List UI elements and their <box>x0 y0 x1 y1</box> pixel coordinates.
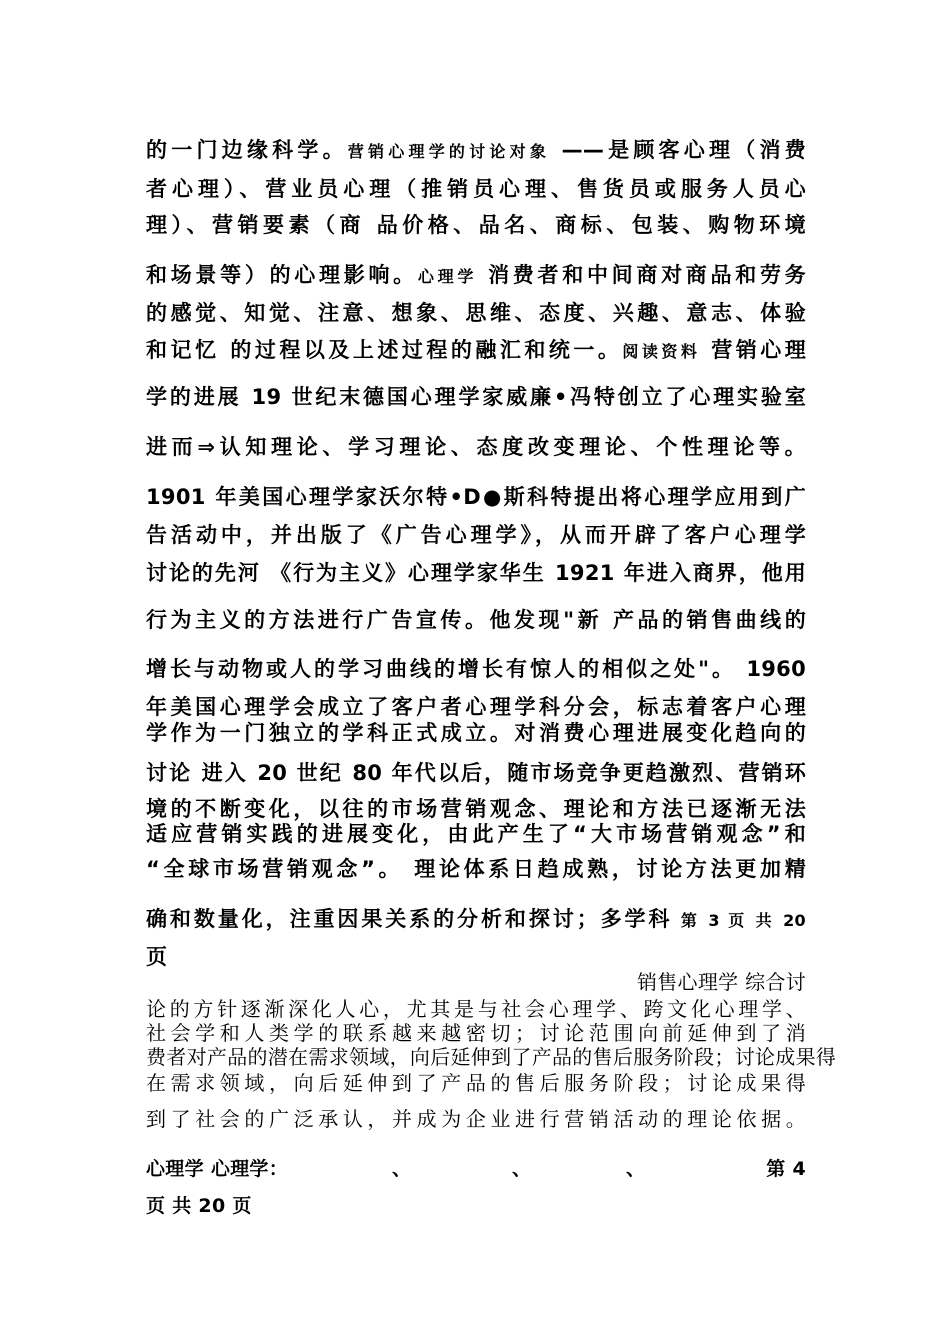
text-line: 的感觉、知觉、注意、想象、思维、态度、兴趣、意志、体验 <box>146 301 806 325</box>
footer-label: 心理学 心理学： <box>146 1158 289 1180</box>
text-line: 讨论的先河 《行为主义》心理学家华生 1921 年进入商界，他用 <box>146 561 806 585</box>
text-line: 境的不断变化，以往的市场营销观念、理论和方法已逐渐无法 <box>146 797 806 821</box>
text-line: 到了社会的广泛承认，并成为企业进行营销活动的理论依据。 <box>146 1107 806 1131</box>
section-header-text: 销售心理学 综合讨 <box>636 970 806 994</box>
text-line: 的一门边缘科学。营销心理学的讨论对象 ——是顾客心理（消费 <box>146 138 806 162</box>
footer-mark: 、 <box>512 1158 532 1180</box>
footer-mark: 、 <box>626 1158 646 1180</box>
text-line: 告活动中，并出版了《广告心理学》，从而开辟了客户心理学 <box>146 523 806 547</box>
text-line: 进而⇒认知理论、学习理论、态度改变理论、个性理论等。 <box>146 435 806 459</box>
text-line: 理）、营销要素（商 品价格、品名、商标、包装、购物环境 <box>146 213 806 237</box>
page-number: 第 4 <box>766 1158 806 1180</box>
text-line: 和场景等）的心理影响。心理学 消费者和中间商对商品和劳务 <box>146 263 806 287</box>
text-line: 和记忆 的过程以及上述过程的融汇和统一。阅读资料 营销心理 <box>146 338 807 362</box>
text-line: 费者对产品的潜在需求领域，向后延伸到了产品的售后服务阶段；讨论成果得 <box>146 1045 837 1069</box>
text-line: 学作为一门独立的学科正式成立。对消费心理进展变化趋向的 <box>146 721 806 745</box>
text-line: 社会学和人类学的联系越来越密切；讨论范围向前延伸到了消 <box>146 1021 806 1045</box>
footer-mark: 、 <box>392 1158 412 1180</box>
text-line: 者心理）、营业员心理（推销员心理、售货员或服务人员心 <box>146 177 806 201</box>
page-number-fragment: 页 <box>146 945 168 969</box>
text-line: 讨论 进入 20 世纪 80 年代以后，随市场竞争更趋激烈、营销环 <box>146 761 806 785</box>
text-line: 年美国心理学会成立了客户者心理学科分会，标志着客户心理 <box>146 695 806 719</box>
text-line: 论的方针逐渐深化人心，尤其是与社会心理学、跨文化心理学、 <box>146 997 806 1021</box>
text-line: 1901 年美国心理学家沃尔特•D●斯科特提出将心理学应用到广 <box>146 485 806 509</box>
text-line: 确和数量化，注重因果关系的分析和探讨；多学科 第 3 页 共 20 <box>146 907 806 931</box>
text-line: 适应营销实践的进展变化，由此产生了“大市场营销观念”和 <box>146 822 806 846</box>
page-number: 页 共 20 页 <box>146 1195 252 1217</box>
text-line: 学的进展 19 世纪末德国心理学家威廉•冯特创立了心理实验室 <box>146 385 806 409</box>
text-line: “全球市场营销观念”。 理论体系日趋成熟，讨论方法更加精 <box>146 857 806 881</box>
text-line: 行为主义的方法进行广告宣传。他发现"新 产品的销售曲线的 <box>146 608 806 632</box>
text-line: 在需求领域，向后延伸到了产品的售后服务阶段；讨论成果得 <box>146 1071 806 1095</box>
text-line: 增长与动物或人的学习曲线的增长有惊人的相似之处"。 1960 <box>146 657 806 681</box>
